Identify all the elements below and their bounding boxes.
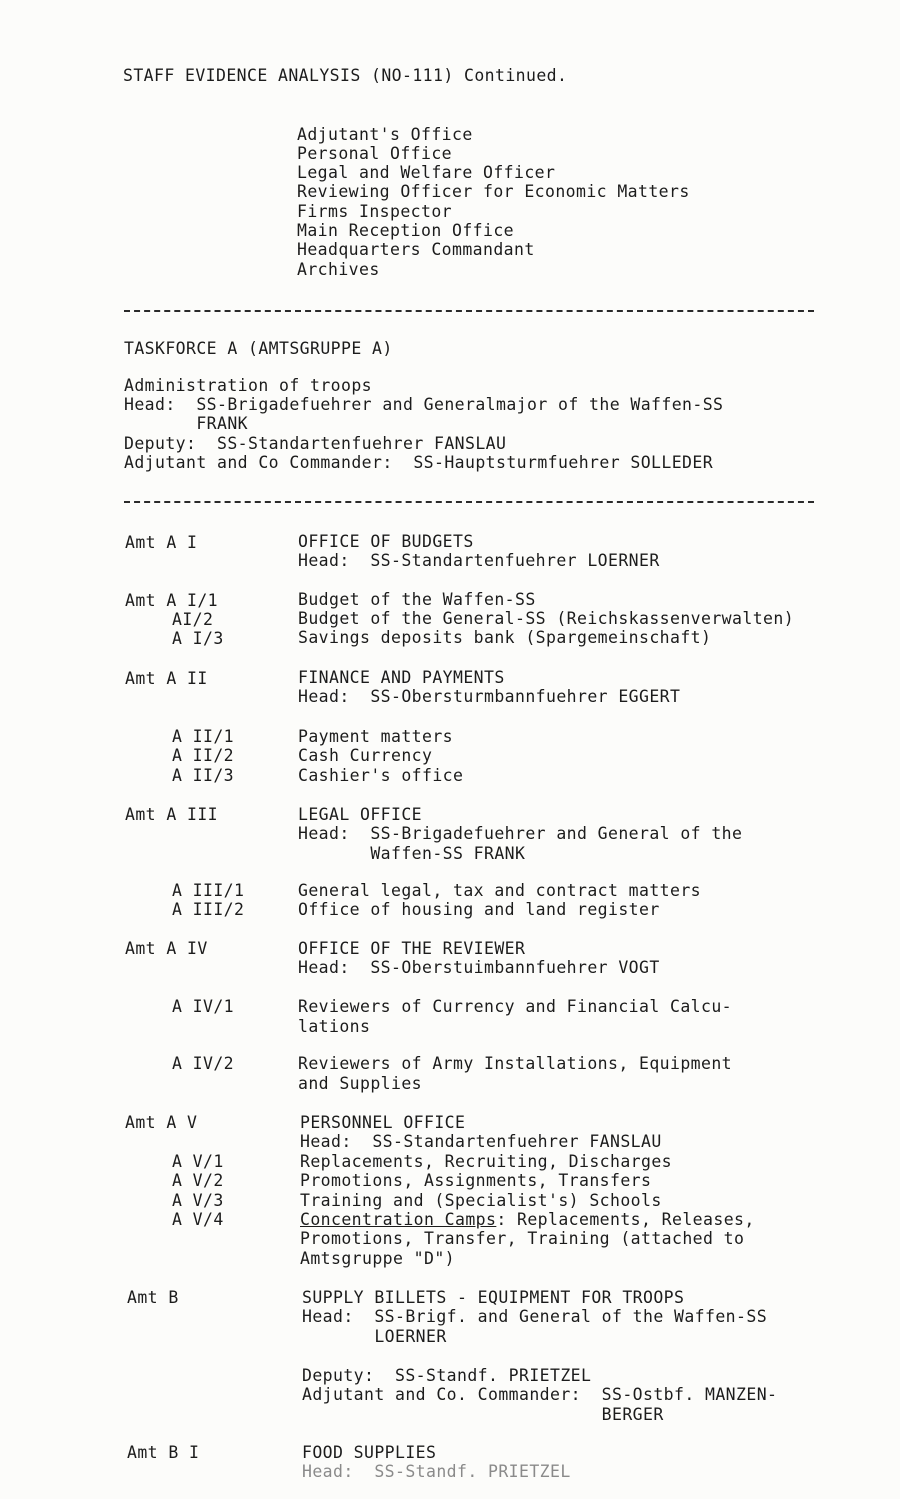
amt-head: Head: SS-Standf. PRIETZEL bbox=[302, 1462, 571, 1481]
amt-head: Head: SS-Brigadefuehrer and General of the Waffen-SS FRANK bbox=[298, 824, 743, 863]
sub-desc: Promotions, Assignments, Transfers bbox=[300, 1171, 652, 1190]
sub-code: A I/3 bbox=[172, 629, 224, 648]
dashed-divider bbox=[124, 501, 814, 503]
amt-head: Head: SS-Oberstuimbannfuehrer VOGT bbox=[298, 958, 660, 977]
amt-label: Amt A V bbox=[125, 1113, 198, 1132]
sub-code: Amt A I/1 bbox=[125, 591, 219, 610]
sub-desc: Budget of the General-SS (Reichskassenverwalten) bbox=[298, 609, 795, 628]
office-item: Legal and Welfare Officer bbox=[297, 163, 556, 182]
amt-title: FINANCE AND PAYMENTS bbox=[298, 668, 505, 687]
amt-label: Amt B bbox=[127, 1288, 179, 1307]
concentration-camps-underlined: Concentration Camps bbox=[300, 1210, 497, 1229]
taskforce-line: FRANK bbox=[124, 414, 249, 433]
sub-code: AI/2 bbox=[172, 610, 214, 629]
amt-head: Head: SS-Standartenfuehrer LOERNER bbox=[298, 551, 660, 570]
amt-label: Amt B I bbox=[127, 1443, 200, 1462]
sub-code: A III/1 bbox=[172, 881, 245, 900]
sub-desc: Cashier's office bbox=[298, 766, 464, 785]
taskforce-line: Head: SS-Brigadefuehrer and Generalmajor of the Waffen-SS bbox=[124, 395, 724, 414]
sub-desc: Reviewers of Army Installations, Equipment and Supplies bbox=[298, 1054, 733, 1093]
amt-title: PERSONNEL OFFICE bbox=[300, 1113, 466, 1132]
sub-code: A IV/1 bbox=[172, 997, 235, 1016]
amt-title: FOOD SUPPLIES bbox=[302, 1443, 437, 1462]
sub-code: A III/2 bbox=[172, 900, 245, 919]
office-item: Headquarters Commandant bbox=[297, 240, 535, 259]
sub-desc: Savings deposits bank (Spargemeinschaft) bbox=[298, 628, 712, 647]
taskforce-title: TASKFORCE A (AMTSGRUPPE A) bbox=[124, 339, 393, 358]
sub-desc: Cash Currency bbox=[298, 746, 433, 765]
amt-title: LEGAL OFFICE bbox=[298, 805, 423, 824]
sub-code: A II/2 bbox=[172, 746, 235, 765]
sub-code: A V/3 bbox=[172, 1191, 224, 1210]
sub-code: A IV/2 bbox=[172, 1054, 235, 1073]
amt-label: Amt A II bbox=[125, 669, 208, 688]
sub-desc: Payment matters bbox=[298, 727, 454, 746]
amt-head: Head: SS-Brigf. and General of the Waffen-SS LOERNER bbox=[302, 1307, 768, 1346]
sub-code: A V/4 bbox=[172, 1210, 224, 1229]
amt-head: Head: SS-Standartenfuehrer FANSLAU bbox=[300, 1132, 662, 1151]
taskforce-line: Administration of troops bbox=[124, 376, 373, 395]
sub-code: A II/3 bbox=[172, 766, 235, 785]
sub-desc-cont: Promotions, Transfer, Training (attached to Amtsgruppe "D") bbox=[300, 1229, 745, 1268]
sub-desc: General legal, tax and contract matters bbox=[298, 881, 702, 900]
sub-code: A V/1 bbox=[172, 1152, 224, 1171]
office-item: Reviewing Officer for Economic Matters bbox=[297, 182, 690, 201]
sub-desc: Replacements, Recruiting, Discharges bbox=[300, 1152, 673, 1171]
sub-desc-rest: : Replacements, Releases, bbox=[496, 1210, 755, 1229]
amt-head: Head: SS-Obersturmbannfuehrer EGGERT bbox=[298, 687, 681, 706]
amt-label: Amt A I bbox=[125, 533, 198, 552]
office-item: Archives bbox=[297, 260, 380, 279]
sub-desc: Budget of the Waffen-SS bbox=[298, 590, 536, 609]
taskforce-line: Deputy: SS-Standartenfuehrer FANSLAU bbox=[124, 434, 507, 453]
amt-label: Amt A IV bbox=[125, 939, 208, 958]
amt-label: Amt A III bbox=[125, 805, 219, 824]
office-item: Adjutant's Office bbox=[297, 125, 473, 144]
sub-desc: Training and (Specialist's) Schools bbox=[300, 1191, 662, 1210]
amt-adjutant: Adjutant and Co. Commander: SS-Ostbf. MANZEN- BERGER bbox=[302, 1385, 778, 1424]
taskforce-line: Adjutant and Co Commander: SS-Hauptsturmfuehrer SOLLEDER bbox=[124, 453, 714, 472]
amt-title: OFFICE OF THE REVIEWER bbox=[298, 939, 526, 958]
sub-desc: Reviewers of Currency and Financial Calcu- lations bbox=[298, 997, 733, 1036]
office-item: Main Reception Office bbox=[297, 221, 515, 240]
sub-code: A II/1 bbox=[172, 727, 235, 746]
amt-deputy: Deputy: SS-Standf. PRIETZEL bbox=[302, 1366, 592, 1385]
sub-desc: Office of housing and land register bbox=[298, 900, 660, 919]
amt-title: OFFICE OF BUDGETS bbox=[298, 532, 474, 551]
page-title: STAFF EVIDENCE ANALYSIS (NO-111) Continued. bbox=[123, 66, 568, 85]
office-item: Personal Office bbox=[297, 144, 453, 163]
sub-desc bbox=[300, 1210, 755, 1230]
amt-title: SUPPLY BILLETS - EQUIPMENT FOR TROOPS bbox=[302, 1288, 685, 1307]
sub-code: A V/2 bbox=[172, 1171, 224, 1190]
dashed-divider bbox=[124, 310, 814, 312]
office-item: Firms Inspector bbox=[297, 202, 453, 221]
